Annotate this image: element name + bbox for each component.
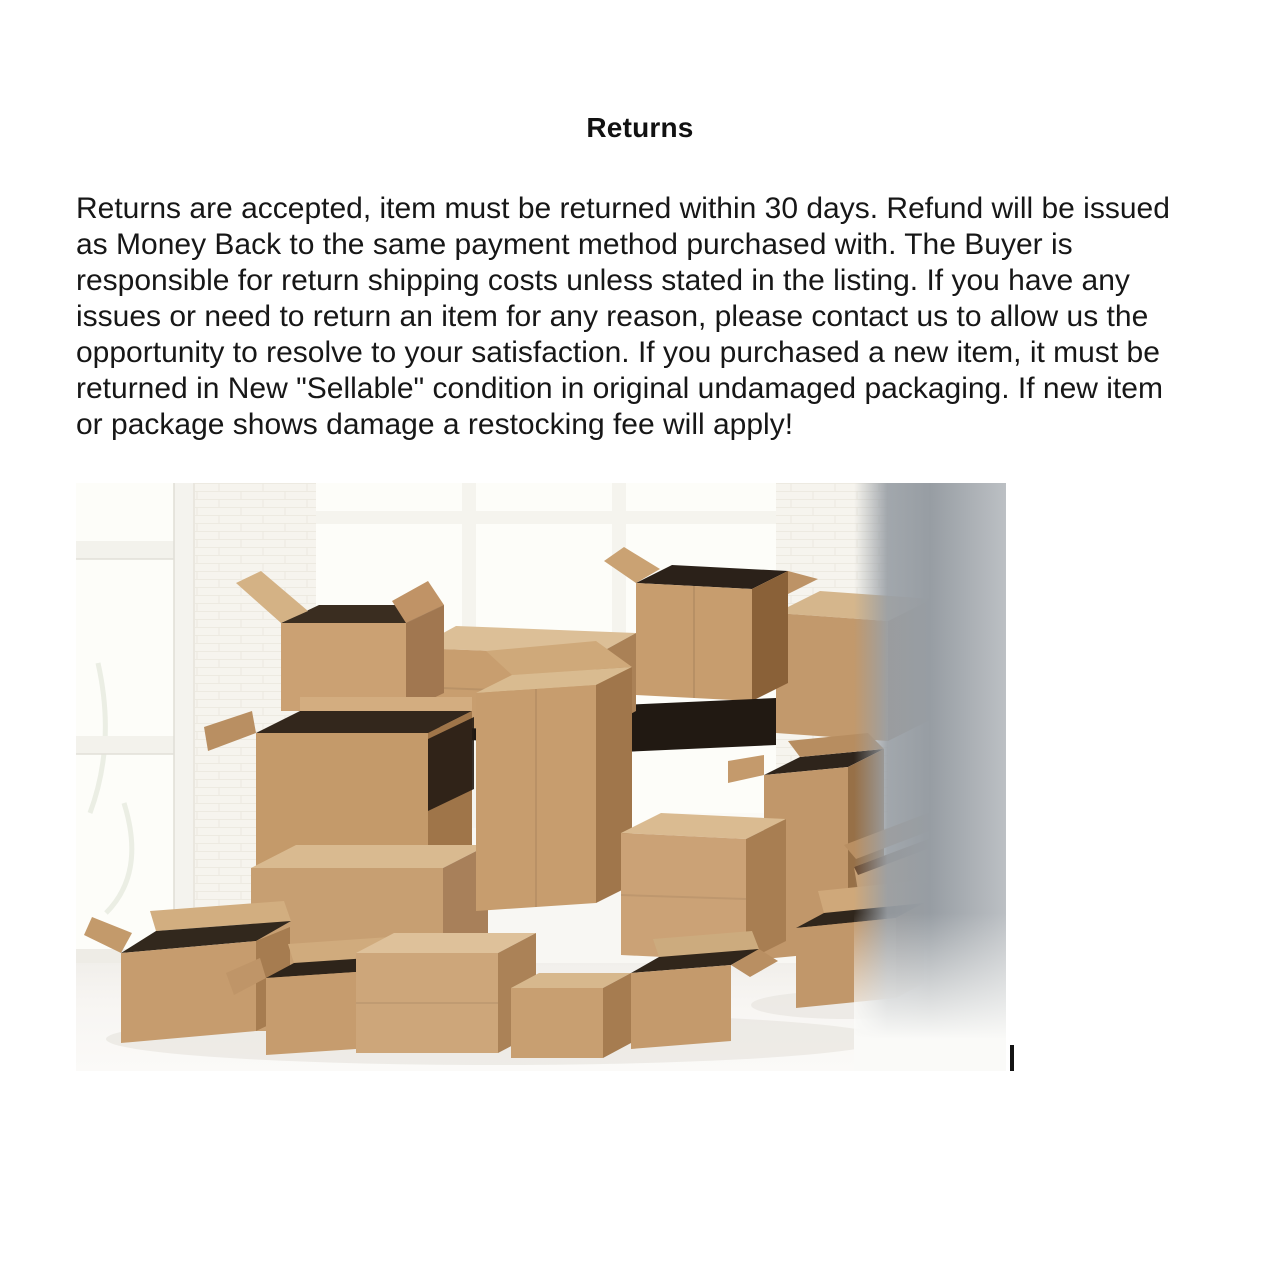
returns-policy-text: Returns are accepted, item must be returned within 30 days. Refund will be issued as Money Back to the same payment method purchased with. The Buyer is responsible for return shipping costs unless stated in the listing. If you have any issues or need to return an item for any reason, please contact us to allow us the opportunity to resolve to your satisfaction. If you purchased a new item, it must be returned in New "Sellable" condition in original undamaged packaging. If new item or package shows damage a restocking fee will apply! xyxy=(76,192,1170,441)
cardboard-boxes-illustration xyxy=(76,483,1006,1071)
returns-photo xyxy=(76,483,1006,1071)
text-caret xyxy=(1010,1045,1014,1071)
page-title: Returns xyxy=(586,112,694,143)
